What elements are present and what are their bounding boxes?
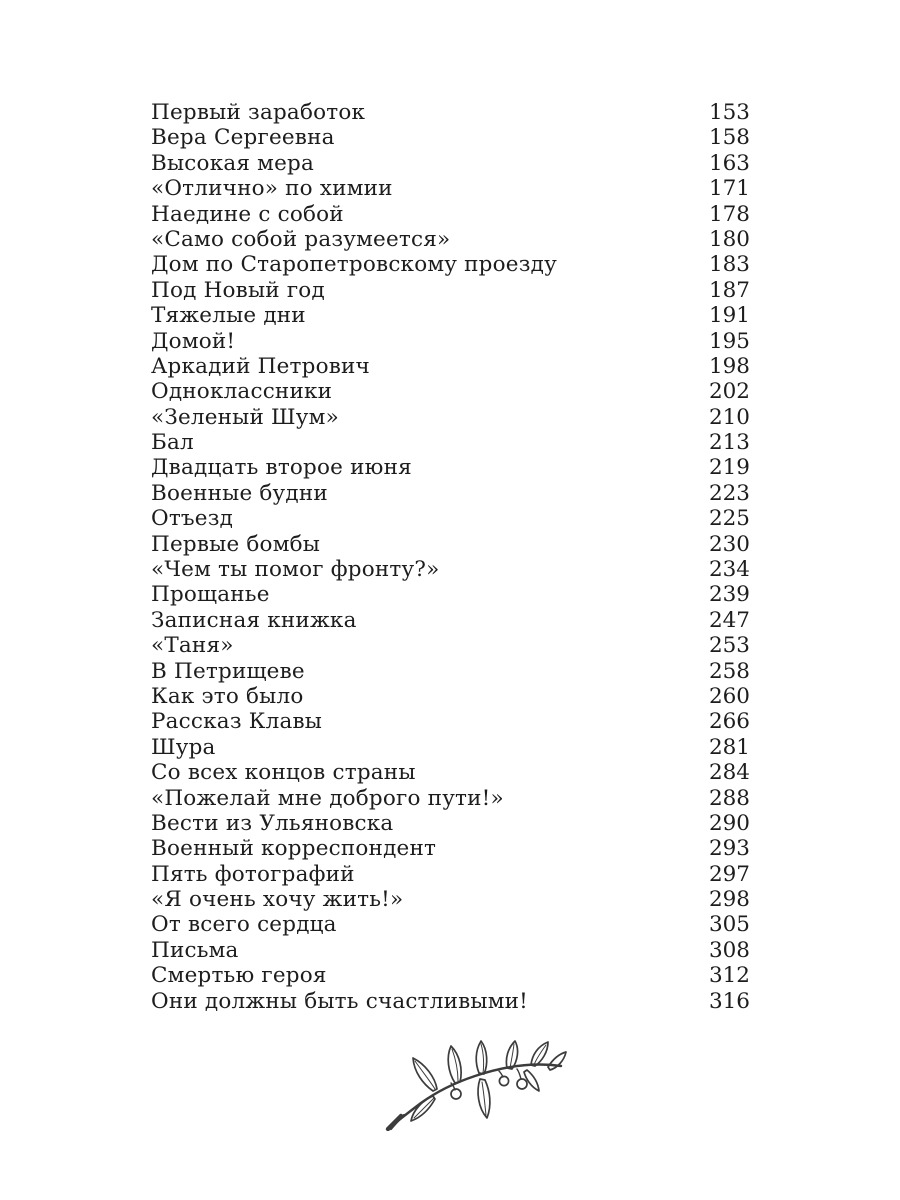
- toc-entry: [151, 252, 750, 277]
- toc-entry-page: 191: [708, 303, 750, 329]
- toc-entry: [151, 862, 750, 887]
- toc-entry: [151, 303, 750, 328]
- toc-entry-title: Первые бомбы: [151, 531, 321, 557]
- toc-entry: [151, 329, 750, 354]
- toc-entry-page: 187: [708, 277, 750, 303]
- toc-entry-title: Вера Сергеевна: [151, 125, 335, 151]
- toc-entry-title: Отъезд: [151, 506, 234, 532]
- toc-entry-page: 316: [708, 988, 750, 1014]
- toc-entry-page: 284: [708, 760, 750, 786]
- toc-entry-page: 163: [708, 150, 750, 176]
- toc-entry-title: Первый заработок: [151, 99, 366, 125]
- toc-entry: [151, 557, 750, 582]
- toc-entry: [151, 506, 750, 531]
- toc-entry-page: 297: [708, 861, 750, 887]
- toc-entry-page: 288: [708, 785, 750, 811]
- toc-entry-title: Наедине с собой: [151, 201, 344, 227]
- toc-entry-title: «Отлично» по химии: [151, 176, 393, 202]
- toc-entry-page: 180: [708, 226, 750, 252]
- toc-entry: [151, 760, 750, 785]
- toc-entry: [151, 379, 750, 404]
- toc-entry-title: «Пожелай мне доброго пути!»: [151, 785, 504, 811]
- toc-entry-title: Письма: [151, 937, 239, 963]
- toc-entry-title: Записная книжка: [151, 607, 357, 633]
- toc-entry-title: Аркадий Петрович: [151, 353, 370, 379]
- toc-entry-page: 178: [708, 201, 750, 227]
- toc-entry-title: Рассказ Клавы: [151, 709, 323, 735]
- toc-entry-page: 158: [708, 125, 750, 151]
- toc-entry-page: 195: [708, 328, 750, 354]
- toc-entry-page: 308: [708, 937, 750, 963]
- toc-entry-title: Домой!: [151, 328, 236, 354]
- toc-entry-page: 305: [708, 912, 750, 938]
- toc-entry-title: Вести из Ульяновска: [151, 810, 394, 836]
- toc-entry-title: Высокая мера: [151, 150, 314, 176]
- toc-entry-title: Двадцать второе июня: [151, 455, 412, 481]
- toc-entry: [151, 913, 750, 938]
- toc-entry: [151, 532, 750, 557]
- toc-entry: [151, 278, 750, 303]
- toc-entry: [151, 938, 750, 963]
- toc-entry-page: 247: [708, 607, 750, 633]
- toc-entry: [151, 786, 750, 811]
- toc-entry-title: Дом по Старопетровскому проезду: [151, 252, 557, 278]
- toc-entry-page: 213: [708, 430, 750, 456]
- toc-entry-page: 202: [708, 379, 750, 405]
- toc-entry-page: 253: [708, 633, 750, 659]
- toc-entry-title: «Чем ты помог фронту?»: [151, 557, 440, 583]
- toc-entry-page: 258: [708, 658, 750, 684]
- toc-entry-title: «Я очень хочу жить!»: [151, 887, 404, 913]
- toc-entry-page: 198: [708, 353, 750, 379]
- toc-entry-page: 312: [708, 963, 750, 989]
- toc-entry-page: 219: [708, 455, 750, 481]
- toc-entry: [151, 176, 750, 201]
- toc-entry: [151, 633, 750, 658]
- toc-entry: [151, 227, 750, 252]
- toc-entry-title: Смертью героя: [151, 963, 327, 989]
- toc-entry-page: 234: [708, 557, 750, 583]
- toc-entry-title: Военные будни: [151, 480, 328, 506]
- toc-entry-title: Шура: [151, 734, 216, 760]
- toc-entry-title: «Само собой разумеется»: [151, 226, 451, 252]
- toc-entry: [151, 836, 750, 861]
- toc-entry: [151, 354, 750, 379]
- toc-entry: [151, 100, 750, 125]
- page-footer-ornament: [0, 1039, 900, 1135]
- toc-entry-title: Они должны быть счастливыми!: [151, 988, 529, 1014]
- toc-entry: [151, 684, 750, 709]
- toc-entry: [151, 608, 750, 633]
- toc-entry: [151, 735, 750, 760]
- toc-entry-page: 239: [708, 582, 750, 608]
- toc-entry-title: Прощанье: [151, 582, 270, 608]
- toc-entry: [151, 430, 750, 455]
- toc-entry-title: Пять фотографий: [151, 861, 355, 887]
- toc-entry: [151, 659, 750, 684]
- toc-entry: [151, 582, 750, 607]
- toc-entry: [151, 811, 750, 836]
- toc-entry-title: «Зеленый Шум»: [151, 404, 339, 430]
- toc-entry-page: 225: [708, 506, 750, 532]
- toc-entry-page: 210: [708, 404, 750, 430]
- toc-entry-title: «Таня»: [151, 633, 234, 659]
- toc-entry-page: 183: [708, 252, 750, 278]
- branch-with-leaves-and-berries-icon: [385, 1039, 567, 1131]
- toc-entry-title: Одноклассники: [151, 379, 333, 405]
- toc-entry-page: 290: [708, 810, 750, 836]
- toc-entry-title: Тяжелые дни: [151, 303, 306, 329]
- toc-entry-title: Как это было: [151, 683, 304, 709]
- toc-entry-title: От всего сердца: [151, 912, 337, 938]
- toc-entry-page: 230: [708, 531, 750, 557]
- toc-entry-page: 293: [708, 836, 750, 862]
- toc-entry: [151, 887, 750, 912]
- toc-entry-page: 260: [708, 683, 750, 709]
- toc-entry-title: Военный корреспондент: [151, 836, 437, 862]
- toc-entry-page: 223: [708, 480, 750, 506]
- toc-entry-title: Бал: [151, 430, 194, 456]
- toc-entry: [151, 151, 750, 176]
- toc-entry: [151, 202, 750, 227]
- toc-entry: [151, 455, 750, 480]
- toc-entry-title: Под Новый год: [151, 277, 325, 303]
- toc-entry-title: В Петрищеве: [151, 658, 305, 684]
- toc-entry: [151, 963, 750, 988]
- toc-entry-page: 266: [708, 709, 750, 735]
- toc-entry: [151, 481, 750, 506]
- toc-entry-page: 171: [708, 176, 750, 202]
- toc-entry: [151, 989, 750, 1014]
- toc-entry-title: Со всех концов страны: [151, 760, 416, 786]
- toc-entry-page: 298: [708, 887, 750, 913]
- toc-entry: [151, 709, 750, 734]
- toc-entry: [151, 405, 750, 430]
- toc-entry-page: 281: [708, 734, 750, 760]
- toc-entry-page: 153: [708, 99, 750, 125]
- toc-entry: [151, 125, 750, 150]
